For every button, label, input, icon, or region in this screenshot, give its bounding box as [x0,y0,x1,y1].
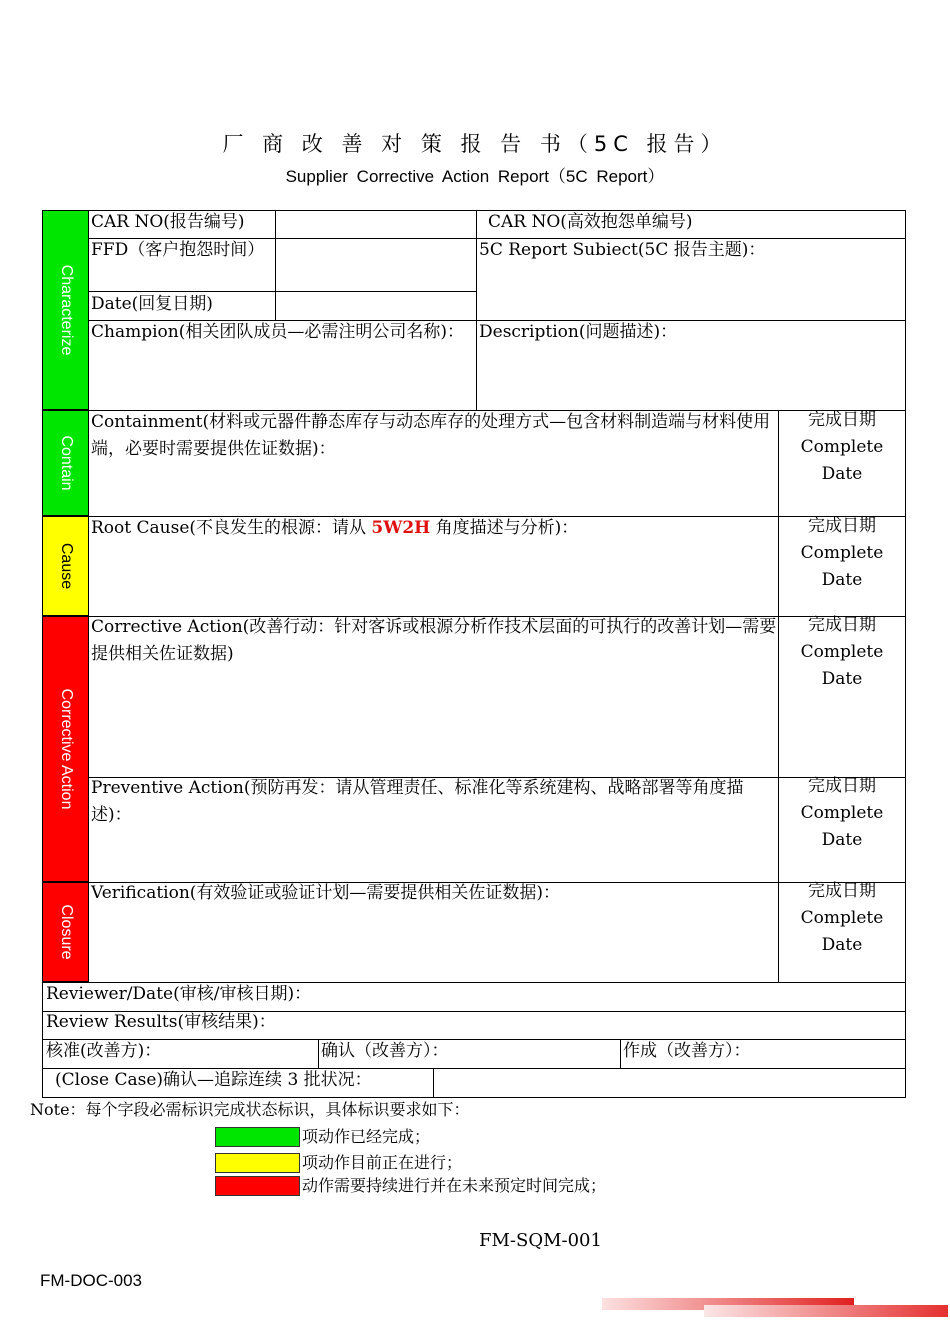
section-characterize-label: Characterize [57,264,75,356]
date-label: Date(回复日期) [91,294,213,314]
date-input[interactable] [275,291,477,321]
section-characterize [42,210,89,410]
footer-bar-lower [704,1305,948,1317]
made-label: 作成（改善方）： [623,1041,751,1061]
complete-date-label: 完成日期 Complete Date [800,881,884,955]
legend-yellow-swatch [215,1153,300,1173]
form-code-sqm: FM-SQM-001 [479,1230,602,1251]
page-subtitle: Supplier Corrective Action Report（5C Report） [285,167,665,186]
complete-date-label: 完成日期 Complete Date [800,516,884,590]
section-closure-label: Closure [57,904,75,960]
close-case-label: (Close Case)确认—追踪连续 3 批状况： [55,1070,372,1090]
champion-label: Champion(相关团队成员—必需注明公司名称)： [91,322,464,342]
car-no-input[interactable] [275,210,477,239]
close-case-input[interactable] [433,1068,906,1098]
complete-date-label: 完成日期 Complete Date [800,615,884,689]
approve-label: 核准(改善方)： [46,1041,162,1061]
section-corrective-label: Corrective Action [57,688,75,810]
containment-label: Containment(材料或元器件静态库存与动态库存的处理方式—包含材料制造端与材料使用端，必要时需要提供佐证数据)： [91,412,771,459]
note-title: Note：每个字段必需标识完成状态标识，具体标识要求如下： [30,1100,470,1119]
section-corrective [42,616,89,882]
reviewer-label: Reviewer/Date(审核/审核日期)： [46,984,312,1004]
root-cause-label: Root Cause(不良发生的根源：请从 5W2H 角度描述与分析)： [91,518,579,538]
car-no-high-label: CAR NO(高效抱怨单编号) [488,212,693,232]
legend-green-text: 项动作已经完成； [302,1127,431,1146]
description-label: Description(问题描述)： [479,322,678,342]
ffd-input[interactable] [275,238,477,292]
5w2h-highlight: 5W2H [371,518,431,538]
car-no-label: CAR NO(报告编号) [91,212,245,232]
subject-label: 5C Report Subiect(5C 报告主题)： [479,240,766,260]
legend-green-swatch [215,1127,300,1147]
page-title: 厂 商 改 善 对 策 报 告 书（5C 报告） [222,132,728,156]
complete-date-label: 完成日期 Complete Date [800,410,884,484]
legend-red-swatch [215,1176,300,1196]
corrective-action-label: Corrective Action(改善行动：针对客诉或根源分析作技术层面的可执行的改善计划—需要提供相关佐证数据) [91,617,777,664]
confirm-label: 确认（改善方）： [321,1041,449,1061]
section-cause-label: Cause [57,542,75,590]
verification-label: Verification(有效验证或验证计划—需要提供相关佐证数据)： [91,883,561,903]
ffd-label: FFD（客户抱怨时间） [91,240,265,260]
complete-date-label: 完成日期 Complete Date [800,776,884,850]
section-cause [42,516,89,616]
form-code-doc: FM-DOC-003 [40,1271,143,1290]
section-contain [42,410,89,516]
review-results-label: Review Results(审核结果)： [46,1012,276,1032]
section-contain-label: Contain [57,435,75,491]
legend-red-text: 动作需要持续进行并在未来预定时间完成； [302,1176,607,1195]
preventive-action-label: Preventive Action(预防再发：请从管理责任、标准化等系统建构、战略部署等角度描述)： [91,778,744,825]
section-closure [42,882,89,982]
legend-yellow-text: 项动作目前正在进行； [302,1153,463,1172]
